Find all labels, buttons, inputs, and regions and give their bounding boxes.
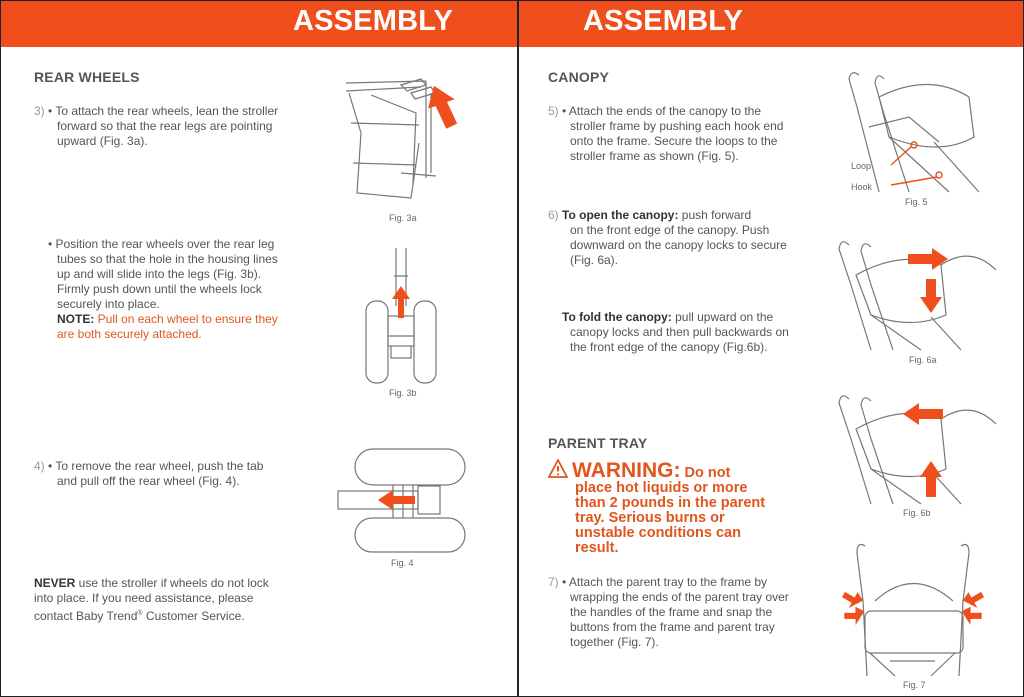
step-7-text: 7) • Attach the parent tray to the frame by wrapping the ends of the parent tray over the handles of the frame and snap the buttons from the frame and parent tray together (Fig. 7). [548, 575, 789, 649]
right-page [518, 0, 1024, 697]
step-number: 6) [548, 208, 559, 222]
fig-3b-rear-wheel-illustration [361, 246, 441, 386]
position-wheels-text: • Position the rear wheels over the rear leg tubes so that the hole in the housing lines up and will slide into the legs (Fig. 3b). Firmly push down until the wheels lock securely into place. NOTE: Pull on each wheel to ensure they are both securely attached. [48, 237, 278, 341]
fold-canopy-label: To fold the canopy: [562, 310, 672, 324]
banner-title: ASSEMBLY [293, 5, 454, 37]
fig-6a-open-canopy-illustration [831, 235, 1001, 355]
fig-6b-caption: Fig. 6b [903, 508, 931, 518]
step-3-text: 3) • To attach the rear wheels, lean the stroller forward so that the rear legs are pointing upward (Fig. 3a). [34, 104, 279, 148]
parent-tray-heading: PARENT TRAY [548, 435, 648, 451]
fig-7-parent-tray-illustration [835, 541, 985, 679]
step-number: 4) [34, 459, 45, 473]
fold-canopy-text: To fold the canopy: pull upward on the canopy locks and then pull backwards on the front edge of the canopy (Fig.6b). [562, 310, 789, 354]
fig-6a-caption: Fig. 6a [909, 355, 937, 365]
note-label: NOTE: [57, 312, 95, 326]
never-label: NEVER [34, 576, 76, 590]
right-banner [519, 1, 1023, 47]
warning-block: WARNING: Do not place hot liquids or more than 2 pounds in the parent tray. Serious burns or unstable conditions can result. [548, 459, 788, 556]
step-number: 7) [548, 575, 559, 589]
fig-5-caption: Fig. 5 [905, 197, 928, 207]
fig-3a-stroller-legs-illustration [341, 73, 471, 208]
step-5-text: 5) • Attach the ends of the canopy to the stroller frame by pushing each hook end onto the frame. Secure the loops to the stroller frame as shown (Fig. 5). [548, 104, 784, 163]
loop-label: Loop [851, 161, 872, 171]
step-6-text: 6) To open the canopy: push forward on the front edge of the canopy. Push downward on the canopy locks to secure (Fig. 6a). [548, 208, 787, 267]
hook-label: Hook [851, 182, 873, 192]
fig-4-wheel-removal-illustration [333, 446, 473, 556]
step-4-text: 4) • To remove the rear wheel, push the tab and pull off the rear wheel (Fig. 4). [34, 459, 264, 488]
rear-wheels-heading: REAR WHEELS [34, 69, 140, 85]
never-warning-text: NEVER use the stroller if wheels do not lock into place. If you need assistance, please contact Baby Trend® Customer Service. [34, 576, 269, 623]
step-number: 3) [34, 104, 45, 118]
fig-6b-fold-canopy-illustration [831, 389, 1001, 509]
fig-3a-caption: Fig. 3a [389, 213, 417, 223]
warning-triangle-icon [548, 459, 568, 479]
step-number: 5) [548, 104, 559, 118]
fig-4-caption: Fig. 4 [391, 558, 414, 568]
open-canopy-label: To open the canopy: [562, 208, 679, 222]
canopy-heading: CANOPY [548, 69, 610, 85]
warning-word: WARNING: [572, 459, 681, 482]
fig-3b-caption: Fig. 3b [389, 388, 417, 398]
banner-title: ASSEMBLY [583, 5, 744, 37]
left-banner [1, 1, 517, 47]
fig-5-canopy-attach-illustration [839, 67, 999, 197]
fig-7-caption: Fig. 7 [903, 680, 926, 690]
